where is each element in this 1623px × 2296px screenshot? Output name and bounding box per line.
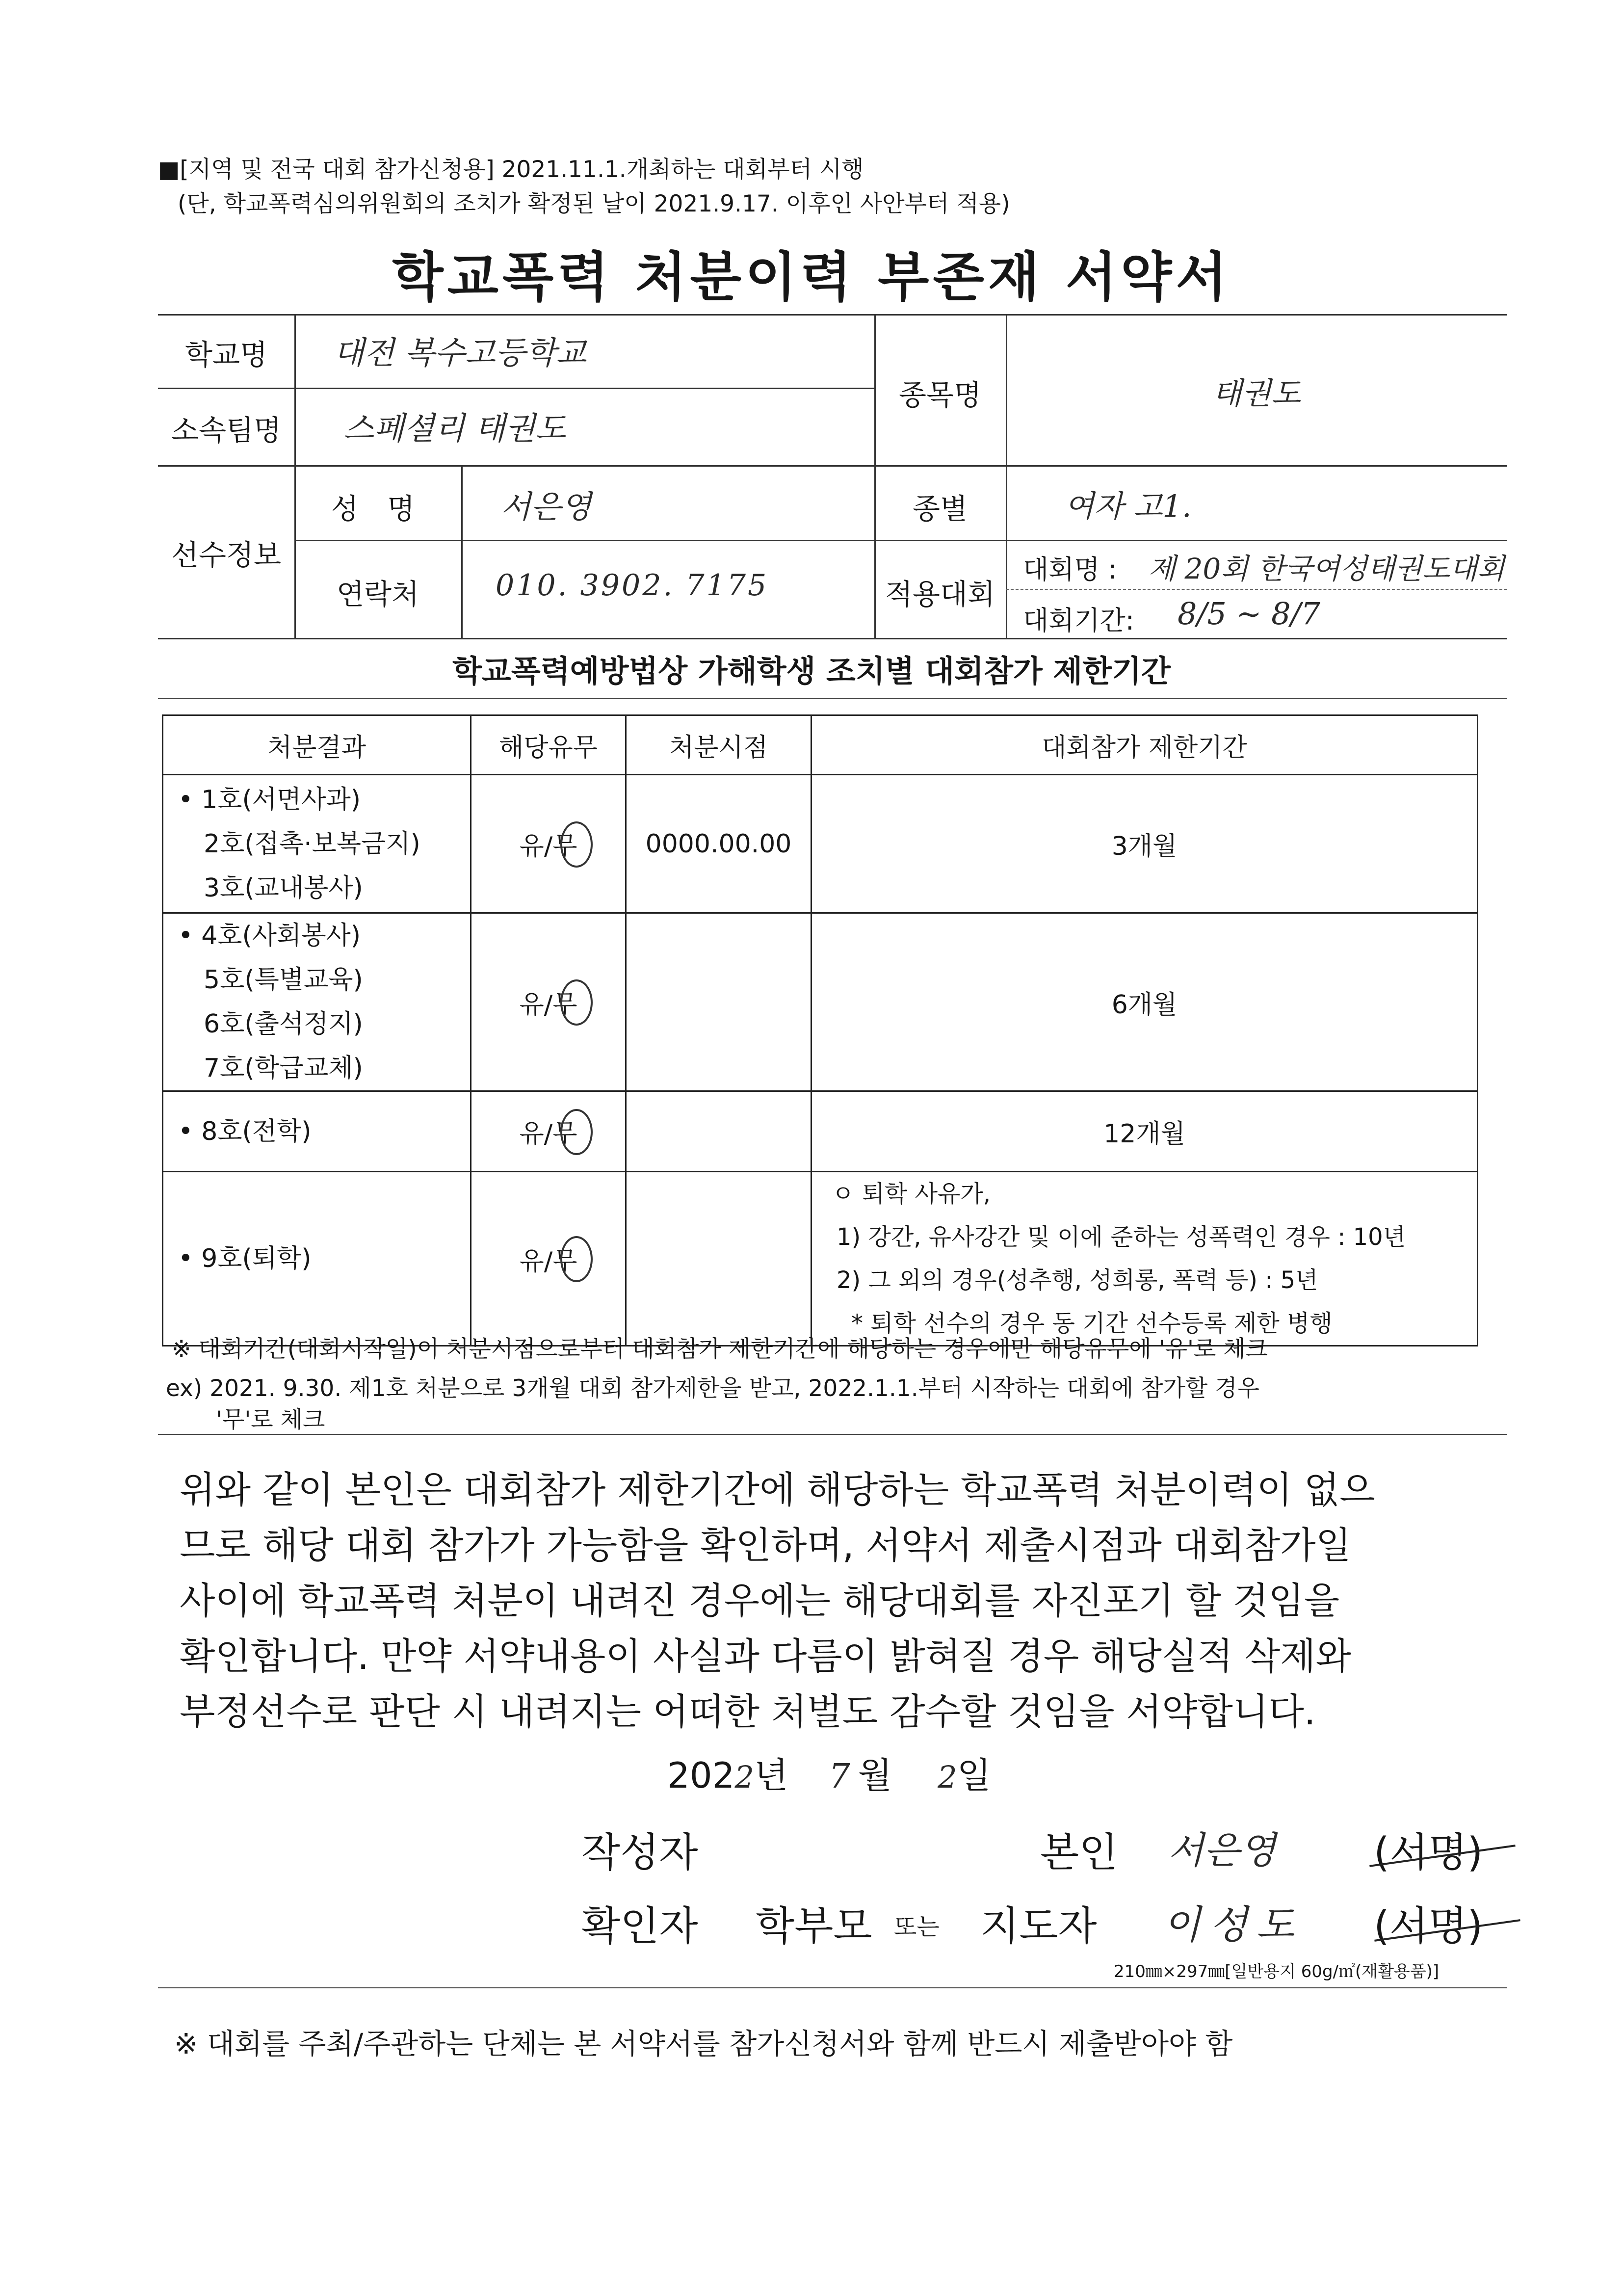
table-row: [163, 1091, 1478, 1172]
self-sign-label: (서명): [1374, 1829, 1483, 1876]
coach-signature-name: 이성도: [1163, 1902, 1303, 1948]
col-header-date: 처분시점: [626, 715, 812, 775]
pledge-line: 위와 같이 본인은 대회참가 제한기간에 해당하는 학교폭력 처분이력이 없으: [180, 1468, 1375, 1511]
footer-note: ※ 대회를 주최/주관하는 단체는 본 서약서를 참가신청서와 함께 반드시 제출받아야 함: [174, 2027, 1233, 2060]
row1-date: 0000.00.00: [626, 775, 812, 913]
row4-items: [163, 1172, 471, 1346]
writer-label: 작성자: [581, 1829, 698, 1876]
table-row: [163, 1172, 1478, 1346]
document-title: 학교폭력 처분이력 부존재 서약서: [392, 247, 1231, 308]
pledge-line: 확인합니다. 만약 서약내용이 사실과 다름이 밝혀질 경우 해당실적 삭제와: [180, 1635, 1352, 1678]
item-4: • 4호(사회봉사): [178, 921, 361, 950]
coach-label: 지도자: [980, 1903, 1097, 1950]
item-9: • 9호(퇴학): [178, 1244, 312, 1273]
pledge-line: 므로 해당 대회 참가가 가능함을 확인하며, 서약서 제출시점과 대회참가일: [180, 1524, 1352, 1567]
item-6: 6호(출석정지): [204, 1009, 363, 1039]
table-row: [163, 775, 1478, 913]
row1-limit: 3개월: [812, 775, 1478, 913]
item-5: 5호(특별교육): [204, 965, 363, 995]
day-handwritten: 2: [938, 1759, 957, 1795]
expulsion-reason: ㅇ 퇴학 사유가,: [832, 1180, 991, 1208]
pledge-text: [180, 1462, 1475, 1740]
applicability-condition: (단, 학교폭력심의위원회의 조치가 확정된 날이 2021.9.17. 이후인 사안부터 적용): [178, 190, 1010, 217]
row4-applicable[interactable]: 유/무: [471, 1172, 626, 1346]
competition-period-label: 대회기간:: [1023, 605, 1134, 636]
or-label: 또는: [894, 1913, 940, 1941]
row2-limit: 6개월: [812, 913, 1478, 1091]
applied-competition-label: 적용대회: [885, 578, 995, 611]
item-7: 7호(학급교체): [204, 1054, 363, 1083]
item-1: • 1호(서면사과): [178, 785, 361, 815]
name-value: 서은영: [500, 489, 592, 526]
row1-applicable[interactable]: 유/무: [471, 775, 626, 913]
table-header-row: [163, 715, 1478, 775]
gender-value: 여자 고1.: [1065, 488, 1192, 524]
self-signature-name: 서은영: [1168, 1828, 1276, 1872]
parent-label: 학부모: [756, 1903, 872, 1950]
gender-label: 종별: [912, 492, 968, 526]
month-handwritten: 7: [829, 1757, 850, 1796]
school-label: 학교명: [184, 338, 268, 371]
competition-period-value: 8/5 ~ 8/7: [1178, 596, 1320, 632]
team-value: 스페셜리 태권도: [343, 411, 566, 447]
row3-items: [163, 1091, 471, 1172]
item-3: 3호(교내봉사): [204, 873, 363, 903]
pledge-date: 2022년 7 월 2일: [667, 1755, 992, 1796]
col-header-result: 처분결과: [163, 715, 471, 775]
punishment-table: [162, 714, 1478, 1346]
row3-limit: 12개월: [812, 1091, 1478, 1172]
school-value: 대전 복수고등학교: [334, 335, 586, 371]
pledge-line: 부정선수로 판단 시 내려지는 어떠한 처벌도 감수할 것임을 서약합니다.: [180, 1690, 1316, 1733]
section-title: 학교폭력예방법상 가해학생 조치별 대회참가 제한기간: [452, 653, 1171, 689]
confirmer-label: 확인자: [581, 1903, 698, 1950]
expulsion-case-1: 1) 강간, 유사강간 및 이에 준하는 성폭력인 경우 : 10년: [837, 1223, 1406, 1251]
applicability-note: ■[지역 및 전국 대회 참가신청용] 2021.11.1.개최하는 대회부터 시행: [158, 156, 864, 183]
self-label: 본인: [1040, 1829, 1118, 1876]
item-8: • 8호(전학): [178, 1116, 312, 1146]
player-info-label: 선수정보: [171, 538, 282, 572]
item-2: 2호(접촉·보복금지): [204, 829, 420, 859]
note-example: ex) 2021. 9.30. 제1호 처분으로 3개월 대회 참가제한을 받고, 2022.1.1.부터 시작하는 대회에 참가할 경우: [166, 1375, 1260, 1402]
no-check-circle: [560, 979, 593, 1026]
event-label: 종목명: [898, 378, 982, 412]
row2-applicable[interactable]: 유/무: [471, 913, 626, 1091]
team-label: 소속팀명: [171, 414, 282, 447]
row3-applicable[interactable]: 유/무: [471, 1091, 626, 1172]
note-check-no: '무'로 체크: [216, 1406, 325, 1433]
table-row: [163, 913, 1478, 1091]
pledge-line: 사이에 학교폭력 처분이 내려진 경우에는 해당대회를 자진포기 할 것임을: [180, 1579, 1340, 1622]
row2-items: [163, 913, 471, 1091]
row3-date: [626, 1091, 812, 1172]
year-handwritten: 2: [734, 1759, 754, 1795]
col-header-limit: 대회참가 제한기간: [812, 715, 1478, 775]
expulsion-registration-note: * 퇴학 선수의 경우 동 기간 선수등록 제한 병행: [851, 1310, 1333, 1337]
row4-limit: [812, 1172, 1478, 1346]
expulsion-case-2: 2) 그 외의 경우(성추행, 성희롱, 폭력 등) : 5년: [837, 1267, 1318, 1294]
contact-label: 연락처: [336, 578, 419, 611]
no-check-circle: [560, 1109, 593, 1155]
name-label: 성 명: [331, 492, 425, 526]
col-header-applicable: 해당유무: [471, 715, 626, 775]
row4-date: [626, 1172, 812, 1346]
competition-name-value: 제 20회 한국여성태권도대회: [1148, 552, 1505, 585]
contact-value: 010. 3902. 7175: [496, 568, 769, 603]
event-value: 태권도: [1212, 375, 1301, 411]
row1-items: [163, 775, 471, 913]
note-check-yes: ※ 대회기간(대회시작일)이 처분시점으로부터 대회참가 제한기간에 해당하는 경우에만 해당유무에 '유'로 체크: [172, 1336, 1268, 1363]
no-check-circle: [560, 1236, 593, 1282]
competition-name-label: 대회명 :: [1023, 554, 1117, 585]
no-check-circle: [560, 821, 593, 868]
paper-spec: 210㎜×297㎜[일반용지 60g/㎡(재활용품)]: [1114, 1962, 1440, 1981]
row2-date: [626, 913, 812, 1091]
coach-sign-label: (서명): [1374, 1903, 1483, 1950]
